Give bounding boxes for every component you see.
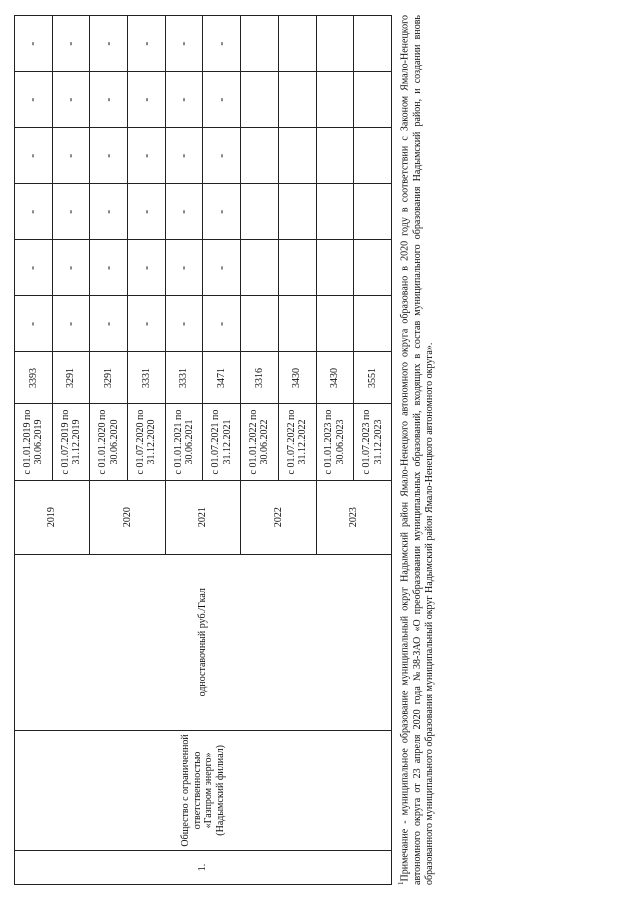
dash-cell: - [128, 240, 166, 296]
empty-cell [278, 296, 316, 352]
dash-cell: - [15, 296, 53, 352]
empty-cell [278, 128, 316, 184]
empty-cell [316, 296, 354, 352]
empty-cell [354, 296, 392, 352]
dash-cell: - [128, 16, 166, 72]
value-cell: 3430 [278, 352, 316, 404]
tariff-table [14, 15, 392, 885]
empty-cell [241, 72, 279, 128]
period-cell: с 01.01.2021 по 30.06.2021 [165, 404, 203, 480]
dash-cell: - [165, 296, 203, 352]
empty-cell [316, 128, 354, 184]
empty-cell [241, 240, 279, 296]
dash-cell: - [15, 16, 53, 72]
dash-cell: - [165, 184, 203, 240]
dash-cell: - [90, 184, 128, 240]
dash-cell: - [165, 16, 203, 72]
period-cell: с 01.07.2023 по 31.12.2023 [354, 404, 392, 480]
dash-cell: - [165, 128, 203, 184]
empty-cell [316, 16, 354, 72]
empty-cell [354, 128, 392, 184]
dash-cell: - [203, 240, 241, 296]
empty-cell [278, 72, 316, 128]
empty-cell [354, 184, 392, 240]
value-cell: 3331 [165, 352, 203, 404]
year-cell: 2019 [15, 480, 90, 554]
dash-cell: - [15, 72, 53, 128]
footnote [397, 15, 437, 885]
dash-cell: - [15, 184, 53, 240]
empty-cell [278, 16, 316, 72]
period-cell: с 01.07.2021 по 31.12.2021 [203, 404, 241, 480]
period-cell: с 01.07.2022 по 31.12.2022 [278, 404, 316, 480]
year-cell: 2022 [241, 480, 316, 554]
dash-cell: - [165, 72, 203, 128]
empty-cell [241, 128, 279, 184]
value-cell: 3291 [90, 352, 128, 404]
row-number: 1. [15, 850, 392, 884]
empty-cell [241, 184, 279, 240]
empty-cell [354, 72, 392, 128]
dash-cell: - [52, 128, 90, 184]
value-cell: 3291 [52, 352, 90, 404]
empty-cell [241, 296, 279, 352]
dash-cell: - [203, 72, 241, 128]
period-cell: с 01.01.2020 по 30.06.2020 [90, 404, 128, 480]
value-cell: 3551 [354, 352, 392, 404]
value-cell: 3430 [316, 352, 354, 404]
dash-cell: - [128, 296, 166, 352]
period-cell: с 01.01.2022 по 30.06.2022 [241, 404, 279, 480]
value-cell: 3471 [203, 352, 241, 404]
tariff-unit: одноставочный руб./Гкал [15, 554, 392, 730]
dash-cell: - [90, 296, 128, 352]
empty-cell [316, 72, 354, 128]
empty-cell [354, 240, 392, 296]
empty-cell [278, 240, 316, 296]
table-row [15, 16, 53, 885]
value-cell: 3316 [241, 352, 279, 404]
dash-cell: - [90, 128, 128, 184]
dash-cell: - [90, 240, 128, 296]
dash-cell: - [128, 72, 166, 128]
year-cell: 2021 [165, 480, 240, 554]
footnote-text: Примечание - муниципальное образование муниципальный округ Надымский район Ямало-Ненецкого автономного округа образовано в 2020 году в соответствии с Законом Ямало-Ненецкого автономного округа от 23 апреля 2020 года №38-ЗАО «О преобразовании муниципальных образований, входящих в состав муниципального образования Надымский район, и создании вновь образованного муниципального образования муниципальный округ Надымский район Ямало-Ненецкого автономного округа». [399, 15, 436, 885]
organization-name: Общество с ограниченной ответственностью «Газпром энерго» (Надымский филиал) [15, 730, 392, 850]
dash-cell: - [52, 72, 90, 128]
dash-cell: - [52, 240, 90, 296]
value-cell: 3393 [15, 352, 53, 404]
period-cell: с 01.01.2023 по 30.06.2023 [316, 404, 354, 480]
dash-cell: - [15, 240, 53, 296]
empty-cell [278, 184, 316, 240]
dash-cell: - [165, 240, 203, 296]
dash-cell: - [90, 72, 128, 128]
dash-cell: - [90, 16, 128, 72]
empty-cell [354, 16, 392, 72]
dash-cell: - [52, 16, 90, 72]
rotated-content [14, 15, 454, 885]
value-cell: 3331 [128, 352, 166, 404]
dash-cell: - [52, 296, 90, 352]
empty-cell [241, 16, 279, 72]
dash-cell: - [128, 128, 166, 184]
dash-cell: - [203, 16, 241, 72]
empty-cell [316, 184, 354, 240]
dash-cell: - [128, 184, 166, 240]
period-cell: с 01.01.2019 по 30.06.2019 [15, 404, 53, 480]
period-cell: с 01.07.2020 по 31.12.2020 [128, 404, 166, 480]
empty-cell [316, 240, 354, 296]
year-cell: 2020 [90, 480, 165, 554]
dash-cell: - [52, 184, 90, 240]
dash-cell: - [15, 128, 53, 184]
year-cell: 2023 [316, 480, 392, 554]
dash-cell: - [203, 128, 241, 184]
dash-cell: - [203, 184, 241, 240]
dash-cell: - [203, 296, 241, 352]
footnote-mark: 1 [397, 881, 405, 885]
period-cell: с 01.07.2019 по 31.12.2019 [52, 404, 90, 480]
